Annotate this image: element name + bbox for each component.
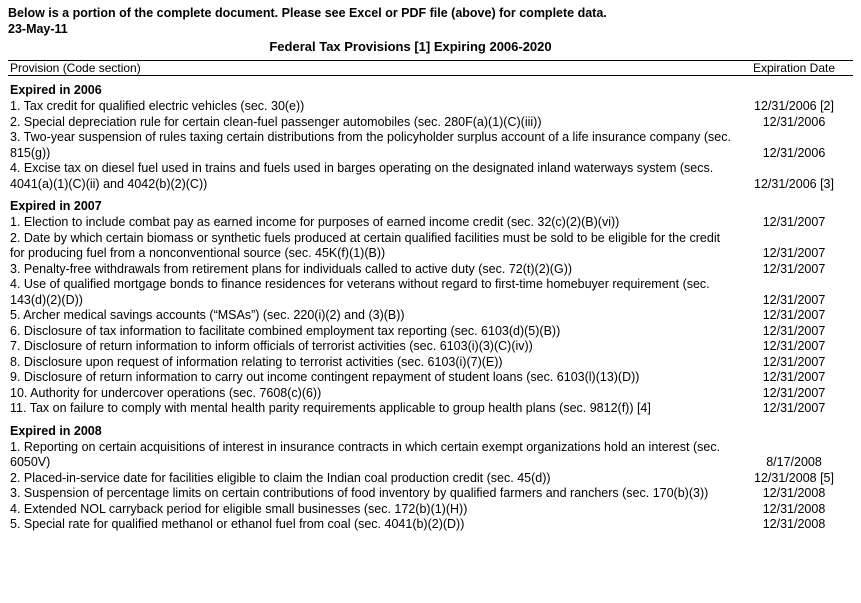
table-row xyxy=(8,231,853,262)
table-row xyxy=(8,355,853,371)
table-row xyxy=(8,262,853,278)
expiration-date: 12/31/2007 xyxy=(762,385,826,400)
expiration-date: 12/31/2006 xyxy=(762,145,826,160)
expiration-date: 12/31/2007 xyxy=(762,215,826,229)
table-row xyxy=(8,370,853,386)
group-heading-spacer xyxy=(735,192,853,215)
provision-text: 4. Excise tax on diesel fuel used in trains and fuels used in barges operating on the designated inland waterways system (secs. 4041(a)(1)(C)(ii) and 4042(b)(2)(C)) xyxy=(10,161,714,191)
group-heading: Expired in 2006 xyxy=(10,83,102,97)
expiration-date: 12/31/2007 xyxy=(762,261,826,276)
table-row xyxy=(8,386,853,402)
intro-note: Below is a portion of the complete document. Please see Excel or PDF file (above) for complete data. xyxy=(8,6,607,20)
table-row xyxy=(8,215,853,231)
provision-text: 7. Disclosure of return information to inform officials of terrorist activities (sec. 6103(i)(3)(C)(iv)) xyxy=(10,339,533,353)
group-heading-row xyxy=(8,192,853,215)
expiration-date: 12/31/2007 xyxy=(762,370,826,384)
provision-text: 10. Authority for undercover operations (sec. 7608(c)(6)) xyxy=(10,385,322,400)
provision-text: 5. Special rate for qualified methanol or ethanol fuel from coal (sec. 4041(b)(2)(D)) xyxy=(10,517,465,531)
expiration-date: 12/31/2006 [3] xyxy=(754,176,834,191)
provision-text: 9. Disclosure of return information to carry out income contingent repayment of student loans (sec. 6103(l)(13)(D)) xyxy=(10,370,640,384)
expiration-date: 12/31/2008 xyxy=(762,486,826,500)
table-row xyxy=(8,440,853,471)
provision-text: 3. Penalty-free withdrawals from retirement plans for individuals called to active duty (sec. 72(t)(2)(G)) xyxy=(10,261,573,276)
expiration-date: 12/31/2007 xyxy=(762,401,826,415)
expiration-date: 12/31/2008 xyxy=(762,517,826,531)
expiration-date: 12/31/2008 [5] xyxy=(754,470,834,485)
expiration-date: 12/31/2007 xyxy=(762,292,826,307)
expiration-date: 12/31/2007 xyxy=(762,308,826,322)
expiration-date: 12/31/2007 xyxy=(762,354,826,369)
table-row xyxy=(8,401,853,417)
table-header-row xyxy=(8,61,853,76)
expiration-date: 8/17/2008 xyxy=(766,455,822,469)
table-row xyxy=(8,471,853,487)
provision-text: 3. Two-year suspension of rules taxing certain distributions from the policyholder surplus account of a life insurance company (sec. 815(g)) xyxy=(10,130,731,160)
provision-text: 2. Placed-in-service date for facilities eligible to claim the Indian coal production credit (sec. 45(d)) xyxy=(10,470,551,485)
provision-text: 3. Suspension of percentage limits on certain contributions of food inventory by qualified farmers and ranchers (sec. 170(b)(3)) xyxy=(10,486,709,500)
table-row xyxy=(8,486,853,502)
provision-text: 1. Reporting on certain acquisitions of interest in insurance contracts in which certain exempt organizations hold an interest (sec. 6050V) xyxy=(10,439,721,469)
expiration-date: 12/31/2008 xyxy=(762,501,826,516)
page-title: Federal Tax Provisions [1] Expiring 2006-2020 xyxy=(269,39,552,54)
table-body xyxy=(8,61,853,533)
table-row xyxy=(8,502,853,518)
expiration-date: 12/31/2006 [2] xyxy=(754,99,834,113)
provision-text: 1. Election to include combat pay as earned income for purposes of earned income credit (sec. 32(c)(2)(B)(vi)) xyxy=(10,215,620,229)
provision-text: 2. Special depreciation rule for certain clean-fuel passenger automobiles (sec. 280F(a)(1)(C)(iii)) xyxy=(10,114,542,129)
table-row xyxy=(8,115,853,131)
provision-text: 1. Tax credit for qualified electric vehicles (sec. 30(e)) xyxy=(10,99,305,113)
table-row xyxy=(8,339,853,355)
group-heading: Expired in 2007 xyxy=(10,199,102,213)
group-heading-row xyxy=(8,76,853,100)
provision-text: 6. Disclosure of tax information to facilitate combined employment tax reporting (sec. 6103(d)(5)(B)) xyxy=(10,323,561,338)
expiration-date: 12/31/2007 xyxy=(762,323,826,338)
table-row xyxy=(8,161,853,192)
expiration-date: 12/31/2007 xyxy=(762,339,826,353)
group-heading-spacer xyxy=(735,417,853,440)
table-row xyxy=(8,99,853,115)
provision-text: 2. Date by which certain biomass or synthetic fuels produced at certain qualified facilities must be sold to be eligible for the credit for producing fuel from a nonconventional source (sec. 45K(f)(1)(B)) xyxy=(10,230,721,260)
table-row xyxy=(8,517,853,533)
table-row xyxy=(8,324,853,340)
provisions-table xyxy=(8,60,853,533)
group-heading-row xyxy=(8,417,853,440)
provision-text: 11. Tax on failure to comply with mental health parity requirements applicable to group health plans (sec. 9812(f)) [4] xyxy=(10,401,651,415)
provision-text: 8. Disclosure upon request of information relating to terrorist activities (sec. 6103(i)(7)(E)) xyxy=(10,354,503,369)
group-heading: Expired in 2008 xyxy=(10,423,102,438)
provision-text: 4. Extended NOL carryback period for eligible small businesses (sec. 172(b)(1)(H)) xyxy=(10,501,468,516)
document-date: 23-May-11 xyxy=(8,22,68,36)
expiration-date: 12/31/2006 xyxy=(762,114,826,129)
provision-text: 4. Use of qualified mortgage bonds to finance residences for veterans without regard to first-time homebuyer requirement (sec. 143(d)(2)(D)) xyxy=(10,277,710,307)
provision-text: 5. Archer medical savings accounts (“MSAs”) (sec. 220(i)(2) and (3)(B)) xyxy=(10,308,405,322)
table-row xyxy=(8,130,853,161)
table-row xyxy=(8,308,853,324)
group-heading-spacer xyxy=(735,76,853,100)
table-row xyxy=(8,277,853,308)
column-header-provision: Provision (Code section) xyxy=(8,61,735,76)
column-header-expiration: Expiration Date xyxy=(735,61,853,76)
expiration-date: 12/31/2007 xyxy=(762,246,826,260)
